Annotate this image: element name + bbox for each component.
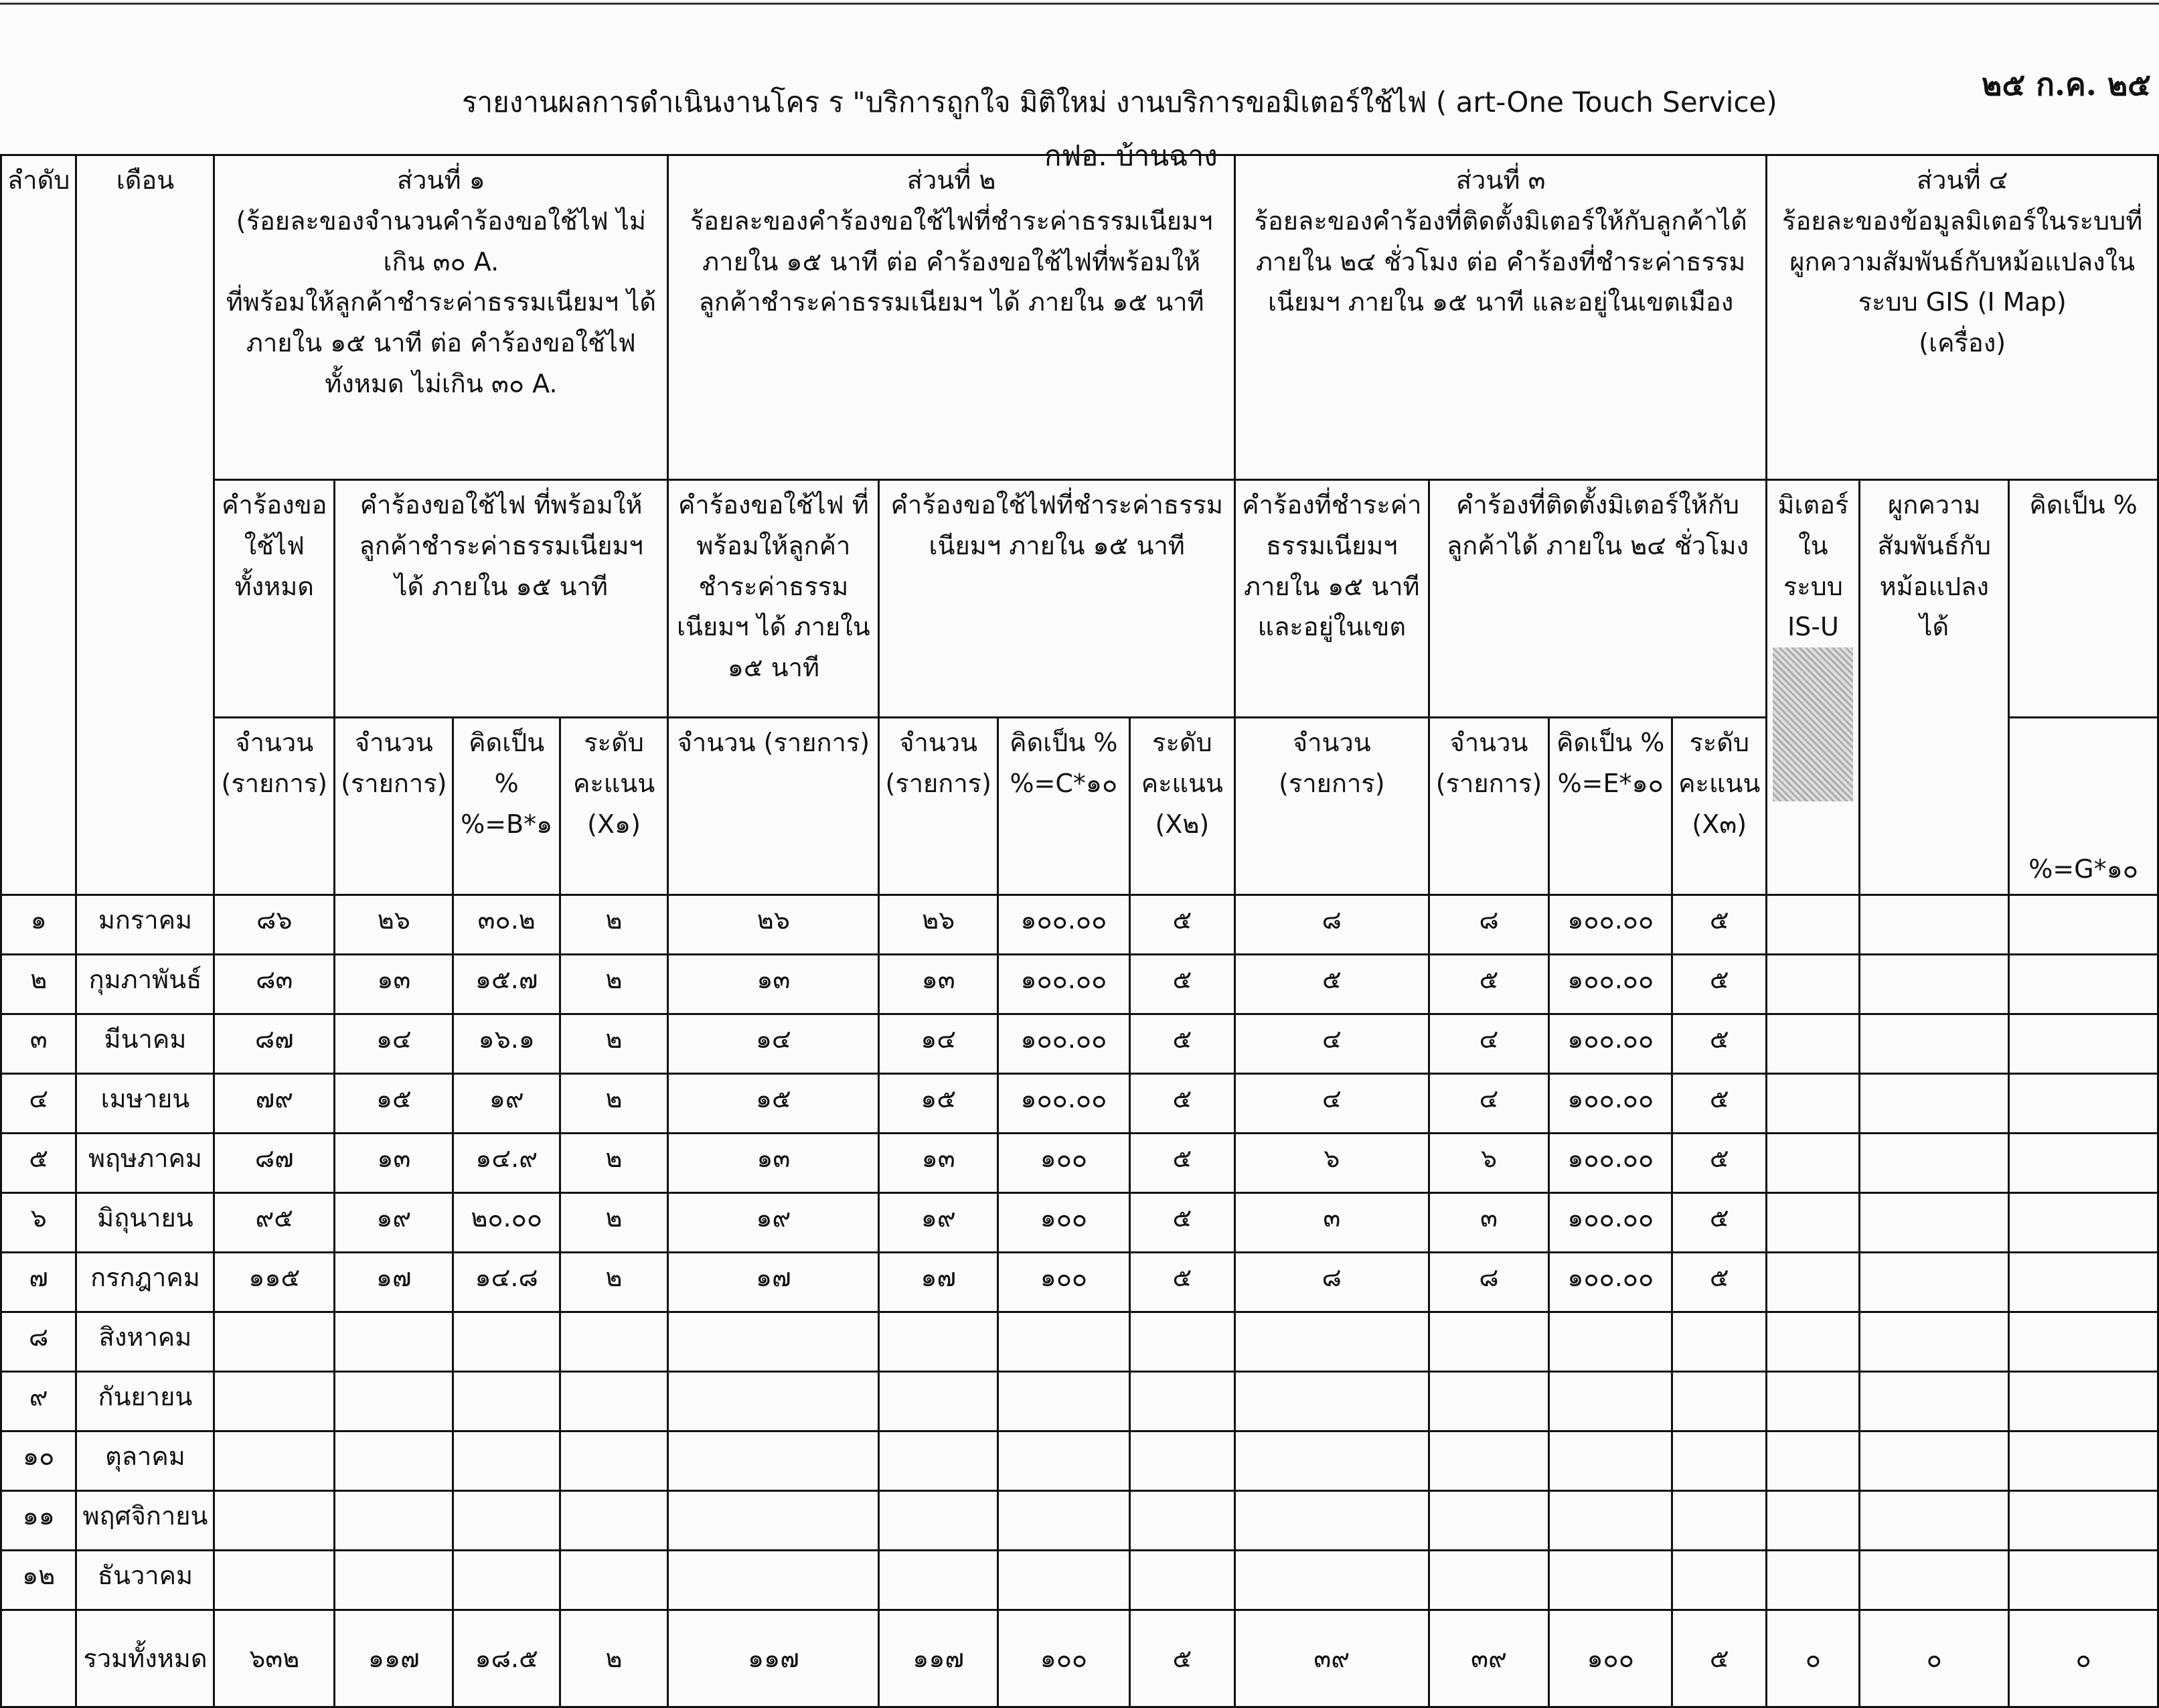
row-seq: ๔ [1, 1074, 76, 1134]
row-month: กุมภาพันธ์ [76, 955, 214, 1014]
row-cell [1860, 1014, 2009, 1074]
row-cell [1129, 1372, 1234, 1431]
row-cell [1860, 1431, 2009, 1491]
col-p4-percent: คิดเป็น % [2009, 480, 2158, 718]
col-part3: ส่วนที่ ๓ ร้อยละของคำร้องที่ติดตั้งมิเตอร์ให้กับลูกค้าได้ ภายใน ๒๔ ชั่วโมง ต่อ คำร้องที่ชำระค่าธรรมเนียมฯ ภายใน ๑๕ นาที และอยู่ในเขตเมือง [1234, 155, 1766, 480]
row-cell [1234, 1312, 1429, 1372]
row-cell: ๑๐๐.๐๐ [997, 1074, 1129, 1134]
row-cell [2009, 895, 2158, 955]
row-month: มีนาคม [76, 1014, 214, 1074]
date-stamp: ๒๕ ก.ค. ๒๕ [1982, 66, 2151, 102]
table-row [1, 1431, 2158, 1491]
row-cell [2009, 1134, 2158, 1193]
row-cell: ๕ [1129, 895, 1234, 955]
col-part2: ส่วนที่ ๒ ร้อยละของคำร้องขอใช้ไฟที่ชำระค่าธรรมเนียมฯ ภายใน ๑๕ นาที ต่อ คำร้องขอใช้ไฟที่พร้อมให้ลูกค้าชำระค่าธรรมเนียมฯ ได้ ภายใน ๑๕ นาที [668, 155, 1235, 480]
row-cell [1429, 1312, 1549, 1372]
report-table [0, 154, 2159, 1708]
row-cell [2009, 1491, 2158, 1551]
row-seq: ๙ [1, 1372, 76, 1431]
office-name: กฟอ. บ้านฉาง [1044, 139, 1218, 172]
row-cell: ๑๓ [335, 955, 453, 1014]
row-cell [1672, 1431, 1767, 1491]
row-cell: ๒๐.๐๐ [453, 1193, 560, 1253]
col-p4-linked: ผูกความสัมพันธ์กับหม้อแปลงได้ [1860, 480, 2009, 895]
row-cell: ๔ [1429, 1074, 1549, 1134]
row-cell [668, 1431, 879, 1491]
row-cell [1429, 1491, 1549, 1551]
row-seq: ๑ [1, 895, 76, 955]
row-cell [1767, 1134, 1860, 1193]
row-cell [879, 1491, 997, 1551]
col-p3-installed: คำร้องที่ติดตั้งมิเตอร์ให้กับลูกค้าได้ ภายใน ๒๔ ชั่วโมง [1429, 480, 1767, 718]
row-seq: ๗ [1, 1253, 76, 1312]
row-cell [1860, 1134, 2009, 1193]
row-cell: ๑๐๐.๐๐ [1549, 1074, 1672, 1134]
sub-score-x1: ระดับคะแนน (X๑) [560, 718, 667, 895]
table-row [1, 895, 2158, 955]
row-cell: ๑๙ [668, 1193, 879, 1253]
row-cell: ๕ [1129, 1610, 1234, 1707]
row-cell: ๕ [1672, 955, 1767, 1014]
row-cell: ๓๙ [1234, 1610, 1429, 1707]
row-cell: ๑๐๐.๐๐ [1549, 955, 1672, 1014]
row-cell: ๔ [1234, 1014, 1429, 1074]
row-cell: ๑๗ [335, 1253, 453, 1312]
row-cell: ๑๐๐ [997, 1253, 1129, 1312]
row-cell [560, 1372, 667, 1431]
row-cell: ๑๐๐.๐๐ [997, 955, 1129, 1014]
row-seq: ๖ [1, 1193, 76, 1253]
col-month: เดือน [76, 155, 214, 895]
row-cell: ๘๓ [214, 955, 335, 1014]
sub-percent-e: คิดเป็น % %=E*๑๐ [1549, 718, 1672, 895]
row-cell: ๒๖ [879, 895, 997, 955]
table-row [1, 1253, 2158, 1312]
row-cell: ๐ [1767, 1610, 1860, 1707]
col-p1-ready: คำร้องขอใช้ไฟ ที่พร้อมให้ลูกค้าชำระค่าธรรมเนียมฯ ได้ ภายใน ๑๕ นาที [335, 480, 668, 718]
table-row [1, 1372, 2158, 1431]
row-cell [1672, 1372, 1767, 1431]
row-cell: ๒ [560, 955, 667, 1014]
table-row [1, 1134, 2158, 1193]
row-cell [214, 1491, 335, 1551]
row-month: ธันวาคม [76, 1551, 214, 1610]
row-seq [1, 1610, 76, 1707]
row-cell: ๒ [560, 895, 667, 955]
row-seq: ๕ [1, 1134, 76, 1193]
row-month: พฤษภาคม [76, 1134, 214, 1193]
row-cell [1549, 1551, 1672, 1610]
row-seq: ๒ [1, 955, 76, 1014]
row-cell [335, 1312, 453, 1372]
row-cell [2009, 1431, 2158, 1491]
row-cell [879, 1372, 997, 1431]
sub-score-x2: ระดับคะแนน (X๒) [1129, 718, 1234, 895]
row-cell [1129, 1431, 1234, 1491]
sub-percent-g: %=G*๑๐ [2009, 718, 2158, 895]
col-part1: ส่วนที่ ๑ (ร้อยละของจำนวนคำร้องขอใช้ไฟ ไม่เกิน ๓๐ A. ที่พร้อมให้ลูกค้าชำระค่าธรรมเนียมฯ ได้ ภายใน ๑๕ นาที ต่อ คำร้องขอใช้ไฟ ทั้งหมด ไม่เกิน ๓๐ A. [214, 155, 668, 480]
row-cell [1767, 1431, 1860, 1491]
sub-count: จำนวน (รายการ) [1234, 718, 1429, 895]
row-cell: ๑๑๗ [668, 1610, 879, 1707]
p4-meters-label: มิเตอร์ ใน ระบบ IS-U [1777, 490, 1849, 642]
row-cell [214, 1372, 335, 1431]
row-cell [879, 1551, 997, 1610]
row-cell [453, 1551, 560, 1610]
row-cell [560, 1312, 667, 1372]
row-cell: ๑๑๕ [214, 1253, 335, 1312]
row-cell [1429, 1551, 1549, 1610]
col-p3-paid: คำร้องที่ชำระค่าธรรมเนียมฯ ภายใน ๑๕ นาที และอยู่ในเขต [1234, 480, 1429, 718]
row-cell [997, 1431, 1129, 1491]
table-row [1, 1074, 2158, 1134]
row-cell: ๘๗ [214, 1134, 335, 1193]
row-cell: ๕ [1672, 1134, 1767, 1193]
sub-score-x3: ระดับคะแนน (X๓) [1672, 718, 1767, 895]
row-cell [1234, 1372, 1429, 1431]
sub-count: จำนวน (รายการ) [335, 718, 453, 895]
col-p1-total: คำร้องขอใช้ไฟทั้งหมด [214, 480, 335, 718]
row-cell [560, 1431, 667, 1491]
row-cell: ๑๐๐.๐๐ [1549, 1193, 1672, 1253]
row-cell: ๔ [1234, 1074, 1429, 1134]
row-month: เมษายน [76, 1074, 214, 1134]
table-row [1, 1551, 2158, 1610]
row-cell: ๘ [1234, 1253, 1429, 1312]
row-cell: ๑๐๐.๐๐ [1549, 1253, 1672, 1312]
row-cell [997, 1372, 1129, 1431]
row-cell [1767, 1253, 1860, 1312]
row-month: ตุลาคม [76, 1431, 214, 1491]
row-cell: ๑๓ [668, 955, 879, 1014]
sub-count: จำนวน (รายการ) [1429, 718, 1549, 895]
row-cell [1860, 895, 2009, 955]
row-cell: ๑๔.๘ [453, 1253, 560, 1312]
row-cell: ๓ [1234, 1193, 1429, 1253]
row-cell [1860, 1193, 2009, 1253]
row-seq: ๓ [1, 1014, 76, 1074]
row-cell [2009, 1312, 2158, 1372]
row-seq: ๑๑ [1, 1491, 76, 1551]
row-cell [1549, 1491, 1672, 1551]
row-cell: ๑๓ [335, 1134, 453, 1193]
row-cell [879, 1431, 997, 1491]
row-seq: ๑๐ [1, 1431, 76, 1491]
row-cell: ๑๐๐.๐๐ [1549, 1014, 1672, 1074]
row-cell [668, 1491, 879, 1551]
row-cell: ๕ [1129, 1253, 1234, 1312]
row-cell: ๐ [1860, 1610, 2009, 1707]
row-cell [1129, 1491, 1234, 1551]
row-cell [1767, 895, 1860, 955]
row-cell: ๕ [1129, 1074, 1234, 1134]
row-cell: ๕ [1129, 1193, 1234, 1253]
row-cell [214, 1312, 335, 1372]
top-rule [0, 3, 2159, 5]
row-cell: ๕ [1672, 1014, 1767, 1074]
row-cell [1129, 1551, 1234, 1610]
row-cell [1767, 955, 1860, 1014]
row-cell: ๗๙ [214, 1074, 335, 1134]
row-cell: ๒๖ [335, 895, 453, 955]
row-cell [1767, 1193, 1860, 1253]
row-cell: ๑๓ [668, 1134, 879, 1193]
row-cell [997, 1551, 1129, 1610]
row-month: มกราคม [76, 895, 214, 955]
row-cell [1234, 1491, 1429, 1551]
report-title: รายงานผลการดำเนินงานโคร ร "บริการถูกใจ มิติใหม่ งานบริการขอมิเตอร์ใช้ไฟ ( art-One Touch Service) [462, 86, 1777, 119]
row-cell: ๑๐๐ [997, 1193, 1129, 1253]
col-part4: ส่วนที่ ๔ ร้อยละของข้อมูลมิเตอร์ในระบบที่ผูกความสัมพันธ์กับหม้อแปลงในระบบ GIS (I Map) (เครื่อง) [1767, 155, 2158, 480]
row-cell: ๙๕ [214, 1193, 335, 1253]
row-cell [1767, 1014, 1860, 1074]
row-cell [1549, 1372, 1672, 1431]
row-cell: ๕ [1672, 1074, 1767, 1134]
table-body [1, 895, 2158, 1707]
row-cell [1429, 1372, 1549, 1431]
row-cell: ๒ [560, 1610, 667, 1707]
table-row [1, 1312, 2158, 1372]
row-cell [1549, 1312, 1672, 1372]
row-cell [335, 1431, 453, 1491]
row-month: สิงหาคม [76, 1312, 214, 1372]
row-month: กรกฎาคม [76, 1253, 214, 1312]
row-cell: ๑๐๐ [997, 1610, 1129, 1707]
sub-count: จำนวน (รายการ) [879, 718, 997, 895]
row-cell [2009, 1372, 2158, 1431]
col-p2-ready: คำร้องขอใช้ไฟ ที่พร้อมให้ลูกค้าชำระค่าธรรมเนียมฯ ได้ ภายใน ๑๕ นาที [668, 480, 879, 718]
row-cell: ๘ [1429, 895, 1549, 955]
row-cell [1767, 1491, 1860, 1551]
row-cell [1767, 1551, 1860, 1610]
row-cell: ๕ [1129, 1134, 1234, 1193]
row-cell: ๑๐๐.๐๐ [1549, 895, 1672, 955]
row-cell [1860, 1491, 2009, 1551]
row-cell: ๑๐๐ [1549, 1610, 1672, 1707]
row-cell: ๑๗ [879, 1253, 997, 1312]
row-cell: ๓ [1429, 1193, 1549, 1253]
row-cell [1234, 1551, 1429, 1610]
row-cell: ๑๙ [879, 1193, 997, 1253]
row-cell [2009, 1014, 2158, 1074]
row-cell: ๖ [1429, 1134, 1549, 1193]
row-cell: ๘ [1429, 1253, 1549, 1312]
row-cell: ๘๖ [214, 895, 335, 955]
row-cell [453, 1372, 560, 1431]
row-cell [879, 1312, 997, 1372]
row-cell: ๘๗ [214, 1014, 335, 1074]
row-cell: ๑๔ [668, 1014, 879, 1074]
row-cell [1860, 1253, 2009, 1312]
row-cell [560, 1491, 667, 1551]
row-cell [2009, 1074, 2158, 1134]
row-cell: ๑๓ [879, 1134, 997, 1193]
row-cell [1672, 1491, 1767, 1551]
row-cell [1767, 1312, 1860, 1372]
row-cell [1672, 1551, 1767, 1610]
row-cell: ๕ [1429, 955, 1549, 1014]
row-cell: ๑๔ [335, 1014, 453, 1074]
row-cell [668, 1551, 879, 1610]
row-cell [453, 1431, 560, 1491]
table-row [1, 955, 2158, 1014]
row-cell: ๑๓ [879, 955, 997, 1014]
row-cell: ๑๙ [453, 1074, 560, 1134]
col-seq: ลำดับ [1, 155, 76, 895]
row-cell [668, 1312, 879, 1372]
row-cell: ๒ [560, 1193, 667, 1253]
row-cell [1860, 1312, 2009, 1372]
row-cell [2009, 955, 2158, 1014]
row-cell: ๕ [1672, 1610, 1767, 1707]
row-cell [335, 1372, 453, 1431]
row-cell [335, 1551, 453, 1610]
row-cell [1860, 1372, 2009, 1431]
row-cell [2009, 1193, 2158, 1253]
sub-count: จำนวน (รายการ) [214, 718, 335, 895]
row-cell: ๑๘.๕ [453, 1610, 560, 1707]
row-cell [560, 1551, 667, 1610]
row-cell: ๖๓๒ [214, 1610, 335, 1707]
row-cell: ๕ [1672, 895, 1767, 955]
row-cell: ๑๐๐.๐๐ [997, 1014, 1129, 1074]
row-cell: ๕ [1129, 1014, 1234, 1074]
row-cell: ๘ [1234, 895, 1429, 955]
row-cell: ๑๕ [335, 1074, 453, 1134]
row-cell [997, 1312, 1129, 1372]
row-cell: ๑๐๐.๐๐ [997, 895, 1129, 955]
row-cell: ๑๕ [668, 1074, 879, 1134]
col-p2-paid: คำร้องขอใช้ไฟที่ชำระค่าธรรมเนียมฯ ภายใน ๑๕ นาที [879, 480, 1234, 718]
row-cell [668, 1372, 879, 1431]
table-row [1, 1014, 2158, 1074]
row-seq: ๘ [1, 1312, 76, 1372]
row-cell: ๓๙ [1429, 1610, 1549, 1707]
row-cell: ๔ [1429, 1014, 1549, 1074]
row-cell: ๑๗ [668, 1253, 879, 1312]
row-cell: ๕ [1672, 1193, 1767, 1253]
row-cell: ๓๐.๒ [453, 895, 560, 955]
row-cell [1767, 1372, 1860, 1431]
row-cell [2009, 1253, 2158, 1312]
row-cell: ๒ [560, 1253, 667, 1312]
table-row [1, 1193, 2158, 1253]
row-cell: ๑๑๗ [335, 1610, 453, 1707]
row-cell [453, 1491, 560, 1551]
row-cell: ๕ [1129, 955, 1234, 1014]
row-cell [1860, 1551, 2009, 1610]
row-month: รวมทั้งหมด [76, 1610, 214, 1707]
row-cell: ๕ [1234, 955, 1429, 1014]
row-cell: ๑๐๐ [997, 1134, 1129, 1193]
row-cell [335, 1491, 453, 1551]
row-cell [1860, 955, 2009, 1014]
row-cell [214, 1551, 335, 1610]
row-cell: ๑๔ [879, 1014, 997, 1074]
row-cell: ๒๖ [668, 895, 879, 955]
scribble-mark [1773, 647, 1853, 801]
row-cell: ๐ [2009, 1610, 2158, 1707]
row-cell: ๑๐๐.๐๐ [1549, 1134, 1672, 1193]
row-cell [214, 1431, 335, 1491]
row-cell: ๑๑๗ [879, 1610, 997, 1707]
row-cell [453, 1312, 560, 1372]
row-cell [1860, 1074, 2009, 1134]
sub-percent-b: คิดเป็น % %=B*๑ [453, 718, 560, 895]
row-cell [2009, 1551, 2158, 1610]
row-cell: ๑๖.๑ [453, 1014, 560, 1074]
row-cell [1234, 1431, 1429, 1491]
col-p4-meters [1767, 480, 1860, 895]
row-month: พฤศจิกายน [76, 1491, 214, 1551]
total-row [1, 1610, 2158, 1707]
row-month: กันยายน [76, 1372, 214, 1431]
row-cell [1549, 1431, 1672, 1491]
row-cell [1767, 1074, 1860, 1134]
row-seq: ๑๒ [1, 1551, 76, 1610]
row-month: มิถุนายน [76, 1193, 214, 1253]
sub-count: จำนวน (รายการ) [668, 718, 879, 895]
row-cell [1129, 1312, 1234, 1372]
row-cell: ๖ [1234, 1134, 1429, 1193]
row-cell: ๑๕.๗ [453, 955, 560, 1014]
row-cell: ๑๕ [879, 1074, 997, 1134]
row-cell [1429, 1431, 1549, 1491]
table-row [1, 1491, 2158, 1551]
row-cell: ๑๙ [335, 1193, 453, 1253]
row-cell [1672, 1312, 1767, 1372]
row-cell: ๕ [1672, 1253, 1767, 1312]
row-cell [997, 1491, 1129, 1551]
row-cell: ๑๔.๙ [453, 1134, 560, 1193]
row-cell: ๒ [560, 1074, 667, 1134]
sub-percent-c: คิดเป็น % %=C*๑๐ [997, 718, 1129, 895]
row-cell: ๒ [560, 1014, 667, 1074]
row-cell: ๒ [560, 1134, 667, 1193]
